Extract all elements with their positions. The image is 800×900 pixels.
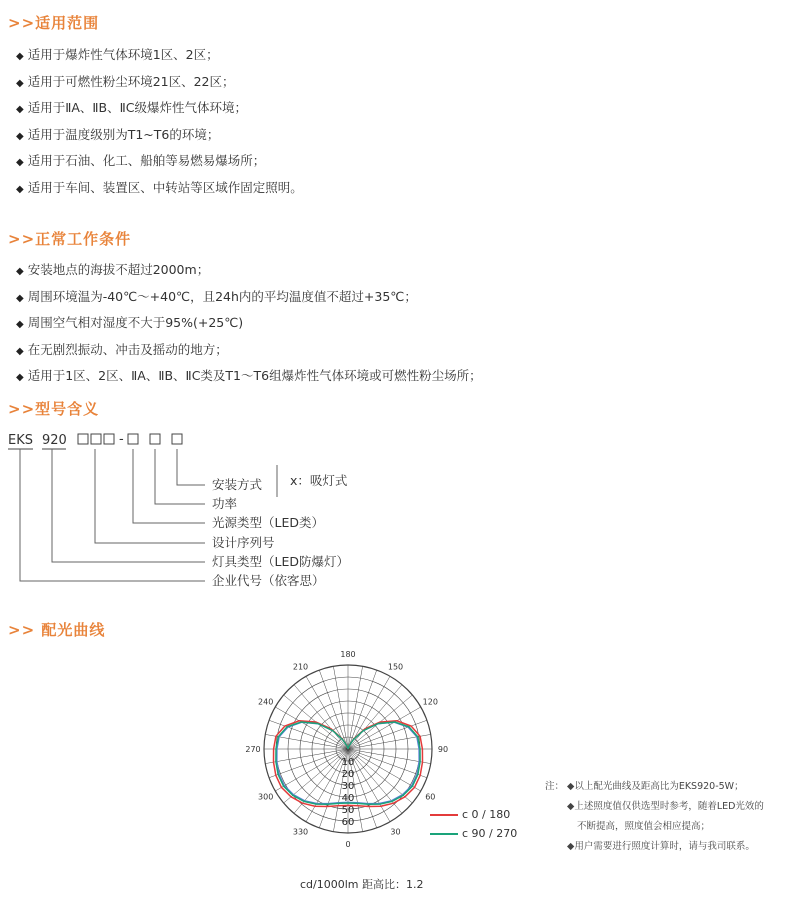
list-item: ◆ 周围环境温为-40℃～+40℃，且24h内的平均温度值不超过+35℃； (16, 288, 417, 304)
list-item: ◆ 适用于爆炸性气体环境1区、2区； (16, 47, 219, 62)
section-title-scope: >>适用范围 (8, 14, 100, 32)
angle-label: 330 (292, 827, 309, 837)
angle-label: 60 (425, 792, 436, 802)
diamond-bullet-icon: ◆ (16, 183, 24, 195)
radial-tick-label: 50 (341, 805, 355, 816)
list-item: ◆ 适用于温度级别为T1~T6的环境； (16, 126, 220, 142)
list-item: ◆ 适用于车间、装置区、中转站等区域作固定照明。 (16, 179, 303, 195)
section-title-distribution: >> 配光曲线 (8, 621, 106, 639)
model-label: 功率 (212, 496, 238, 511)
list-item: ◆ 安装地点的海拔不超过2000m； (16, 262, 210, 277)
notes-prefix: 注： (545, 781, 565, 792)
angle-label: 0 (345, 840, 351, 849)
model-label: 设计序列号 (212, 535, 275, 550)
model-dash: - (119, 432, 124, 447)
diamond-bullet-icon: ◆ (567, 801, 575, 812)
list-item: ◆ 适用于1区、2区、ⅡA、ⅡB、ⅡC类及T1～T6组爆炸性气体环境或可燃性粉尘场所； (16, 368, 482, 383)
list-item: ◆ 适用于可燃性粉尘环境21区、22区； (16, 73, 235, 89)
model-box (128, 434, 138, 444)
model-box (78, 434, 88, 444)
diamond-bullet-icon: ◆ (567, 841, 575, 852)
polar-chart (245, 648, 450, 858)
model-label: 灯具类型（LED防爆灯） (212, 554, 349, 569)
polar-svg (245, 648, 450, 858)
section-title-model: >>型号含义 (8, 400, 100, 418)
diamond-bullet-icon: ◆ (16, 292, 24, 304)
model-box (104, 434, 114, 444)
leader-line (95, 449, 205, 543)
model-label: 企业代号（依客思） (212, 573, 325, 588)
legend-label: c 90 / 270 (462, 827, 518, 840)
diamond-bullet-icon: ◆ (16, 51, 24, 62)
note-line: ◆上述照度值仅供选型时参考，随着LED光效的 (567, 801, 764, 812)
legend-swatch-green (430, 833, 458, 835)
radial-tick-label: 60 (341, 817, 355, 828)
note-line: 不断提高，照度值会相应提高； (577, 821, 711, 832)
legend-label: c 0 / 180 (462, 808, 511, 821)
angle-label: 240 (258, 697, 274, 707)
angle-label: 30 (390, 827, 401, 837)
leader-line (177, 449, 205, 485)
list-item: ◆ 在无剧烈振动、冲击及摇动的地方； (16, 341, 228, 357)
model-diagram (0, 425, 420, 595)
note-line: ◆以上配光曲线及距高比为EKS920-5W； (567, 781, 744, 792)
diamond-bullet-icon: ◆ (567, 781, 575, 792)
radial-tick-label: 10 (341, 757, 355, 768)
model-box (172, 434, 182, 444)
diamond-bullet-icon: ◆ (16, 266, 24, 277)
diamond-bullet-icon: ◆ (16, 77, 24, 89)
radial-tick-label: 20 (341, 769, 355, 780)
mount-note: x：吸灯式 (290, 473, 348, 488)
model-prefix: EKS (8, 433, 33, 448)
angle-label: 270 (245, 745, 261, 754)
angle-label: 120 (422, 697, 438, 707)
radial-tick-label: 40 (341, 793, 355, 804)
scope-list (16, 42, 303, 201)
angle-label: 300 (258, 792, 274, 802)
angle-label: 210 (292, 662, 309, 672)
leader-line (155, 449, 205, 504)
note-line: ◆用户需要进行照度计算时，请与我司联系。 (567, 841, 755, 852)
diamond-bullet-icon: ◆ (16, 319, 24, 330)
leader-line (133, 449, 205, 523)
diamond-bullet-icon: ◆ (16, 157, 24, 168)
angle-label: 90 (437, 745, 449, 754)
diamond-bullet-icon: ◆ (16, 104, 24, 115)
list-item: ◆ 适用于石油、化工、船舶等易燃易爆场所； (16, 153, 266, 168)
legend-item (430, 825, 517, 843)
legend-swatch-red (430, 814, 458, 816)
chart-caption: cd/1000lm 距高比：1.2 (300, 878, 424, 891)
model-box (91, 434, 101, 444)
model-label: 安装方式 (212, 477, 263, 492)
angle-label: 150 (387, 662, 404, 672)
list-item: ◆ 适用于ⅡA、ⅡB、ⅡC级爆炸性气体环境； (16, 100, 248, 115)
diamond-bullet-icon: ◆ (16, 345, 24, 357)
chart-legend (430, 806, 550, 846)
section-title-conditions: >>正常工作条件 (8, 230, 132, 248)
model-label: 光源类型（LED类） (212, 515, 324, 530)
diamond-bullet-icon: ◆ (16, 372, 24, 383)
list-item: ◆ 周围空气相对湿度不大于95%(+25℃) (16, 315, 244, 330)
legend-item (430, 806, 510, 824)
conditions-list (16, 257, 482, 390)
leader-line (52, 449, 205, 562)
model-number: 920 (42, 433, 67, 448)
diamond-bullet-icon: ◆ (16, 130, 24, 142)
radial-tick-label: 30 (341, 781, 355, 792)
model-box (150, 434, 160, 444)
angle-label: 180 (340, 650, 356, 659)
